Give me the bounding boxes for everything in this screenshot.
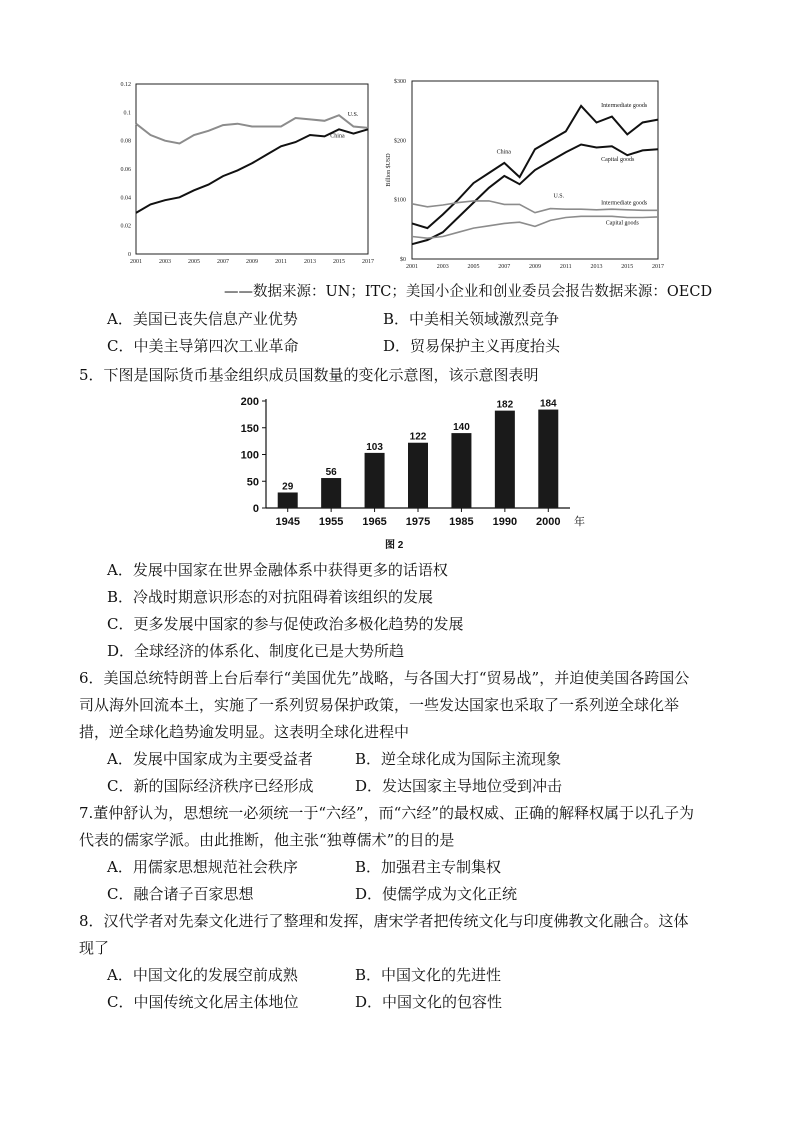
chart1-xtick: 2005 — [188, 259, 200, 265]
source-note: ——数据来源：UN；ITC；美国小企业和创业委员会报告数据来源：OECD — [224, 284, 713, 300]
chart3-bar — [451, 433, 471, 508]
chart2-annotation: China — [496, 149, 511, 156]
chart1-ytick: 0 — [128, 252, 131, 258]
chart3-ytick: 100 — [240, 449, 259, 462]
chart3-xtick: 1985 — [449, 516, 474, 528]
chart3-bar — [365, 453, 385, 508]
chart3-xtick: 2000 — [536, 516, 561, 528]
chart1-ytick: 0.02 — [120, 223, 131, 230]
chart3-bar — [408, 443, 428, 508]
chart2-xtick: 2003 — [436, 264, 449, 270]
chart2-annotation: Capital goods — [605, 220, 639, 227]
q5-option-b: B．冷战时期意识形态的对抗阻碍着该组织的发展 — [107, 588, 434, 606]
chart3-bar — [321, 478, 341, 508]
chart1-xtick: 2001 — [130, 259, 142, 265]
chart3-bar-value: 140 — [453, 422, 470, 434]
chart-imf-members — [228, 392, 608, 557]
q7-option-a: A．用儒家思想规范社会秩序 — [107, 858, 298, 876]
chart1-series-label: U.S. — [347, 112, 359, 119]
q7-stem-line-1: 7.董仲舒认为，思想统一必须统一于“六经”，而“六经”的最权威、正确的解释权属于以孔子为 — [79, 804, 694, 822]
chart3-ytick: 150 — [240, 422, 259, 435]
fig2-caption: 图 2 — [385, 540, 404, 551]
chart2-annotation: U.S. — [553, 193, 565, 200]
chart2-ytick: $200 — [394, 138, 406, 145]
chart1-xtick: 2013 — [304, 259, 316, 265]
chart1-ytick: 0.04 — [120, 195, 131, 202]
q8-stem-line-1: 8．汉代学者对先秦文化进行了整理和发挥，唐宋学者把传统文化与印度佛教文化融合。这体 — [79, 912, 689, 930]
chart3-xtick: 1965 — [362, 516, 387, 528]
chart2-xtick: 2001 — [406, 264, 418, 270]
chart-trade-share — [108, 76, 380, 276]
chart3-bar-value: 56 — [325, 467, 337, 479]
chart3-bar — [495, 411, 515, 508]
q4-option-a: A．美国已丧失信息产业优势 — [107, 310, 298, 328]
chart1-series-label: China — [330, 133, 345, 140]
chart2-xtick: 2007 — [498, 264, 511, 270]
chart1-xtick: 2003 — [159, 259, 171, 265]
chart3-x-unit: 年 — [574, 516, 585, 528]
chart3-ytick: 200 — [240, 396, 259, 408]
q7-option-c: C．融合诸子百家思想 — [107, 885, 254, 903]
chart1-frame — [136, 84, 368, 254]
chart3-ytick: 0 — [252, 503, 259, 515]
q5-option-c: C．更多发展中国家的参与促使政治多极化趋势的发展 — [107, 615, 464, 633]
chart1-xtick: 2015 — [333, 259, 345, 265]
q8-option-a: A．中国文化的发展空前成熟 — [107, 966, 298, 984]
chart2-xtick: 2011 — [559, 264, 572, 270]
chart3-bar-value: 103 — [366, 441, 383, 453]
chart1-xtick: 2009 — [246, 259, 258, 265]
chart3-bar-value: 182 — [496, 399, 514, 411]
chart2-xtick: 2015 — [621, 264, 634, 270]
chart-goods-exports — [376, 76, 670, 276]
q8-option-c: C．中国传统文化居主体地位 — [107, 993, 299, 1011]
q5-stem: 5．下图是国际货币基金组织成员国数量的变化示意图，该示意图表明 — [79, 366, 539, 384]
q4-option-b: B．中美相关领域激烈竞争 — [383, 310, 560, 328]
q4-option-d: D．贸易保护主义再度抬头 — [383, 337, 561, 355]
q4-option-c: C．中美主导第四次工业革命 — [107, 337, 299, 355]
chart2-ytick: $100 — [394, 197, 406, 204]
chart2-annotation: Intermediate goods — [601, 103, 648, 110]
chart2-xtick: 2017 — [652, 264, 664, 270]
q7-option-b: B．加强君主专制集权 — [355, 858, 502, 876]
chart3-bar — [538, 410, 558, 508]
chart2-annotation: Capital goods — [601, 157, 635, 164]
chart1-ytick: 0.06 — [120, 167, 131, 173]
q8-option-d: D．中国文化的包容性 — [355, 993, 503, 1011]
q5-option-d: D．全球经济的体系化、制度化已是大势所趋 — [107, 642, 405, 660]
q6-option-a: A．发展中国家成为主要受益者 — [107, 750, 313, 768]
q6-stem-line-1: 6．美国总统特朗普上台后奉行“美国优先”战略，与各国大打“贸易战”，并迫使美国各跨国公 — [79, 669, 690, 687]
chart2-xtick: 2005 — [467, 264, 480, 270]
chart3-xtick: 1975 — [405, 516, 431, 528]
chart1-xtick: 2017 — [362, 259, 374, 265]
chart2-ylabel: Billion $USD — [386, 153, 392, 187]
q6-option-d: D．发达国家主导地位受到冲击 — [355, 777, 563, 795]
chart3-ytick: 50 — [246, 476, 259, 489]
q8-option-b: B．中国文化的先进性 — [355, 966, 502, 984]
chart2-xtick: 2013 — [590, 264, 603, 270]
chart2-ytick: $300 — [394, 79, 406, 85]
chart1-xtick: 2011 — [275, 259, 287, 265]
q5-option-a: A．发展中国家在世界金融体系中获得更多的话语权 — [107, 561, 448, 579]
q8-stem-line-2: 现了 — [79, 939, 110, 957]
q6-stem-line-3: 措，逆全球化趋势逾发明显。这表明全球化进程中 — [79, 723, 410, 741]
chart3-xtick: 1990 — [492, 516, 518, 528]
chart1-ytick: 0.1 — [123, 110, 131, 117]
chart2-xtick: 2009 — [529, 264, 541, 270]
q6-option-b: B．逆全球化成为国际主流现象 — [355, 750, 562, 768]
q6-option-c: C．新的国际经济秩序已经形成 — [107, 777, 314, 795]
chart1-ytick: 0.08 — [120, 138, 131, 145]
chart3-xtick: 1945 — [275, 516, 300, 528]
q7-stem-line-2: 代表的儒家学派。由此推断，他主张“独尊儒术”的目的是 — [79, 831, 455, 849]
chart2-ytick: $0 — [400, 257, 406, 263]
q7-option-d: D．使儒学成为文化正统 — [355, 885, 518, 903]
q6-stem-line-2: 司从海外回流本土，实施了一系列贸易保护政策，一些发达国家也采取了一系列逆全球化举 — [79, 696, 680, 714]
chart3-xtick: 1955 — [318, 516, 344, 528]
chart3-bar-value: 29 — [282, 481, 294, 493]
chart3-bar — [278, 492, 298, 508]
chart1-ytick: 0.12 — [120, 82, 131, 88]
chart2-annotation: Intermediate goods — [601, 200, 648, 207]
chart3-bar-value: 184 — [539, 398, 557, 410]
chart3-bar-value: 122 — [409, 431, 427, 443]
chart1-xtick: 2007 — [217, 259, 229, 265]
